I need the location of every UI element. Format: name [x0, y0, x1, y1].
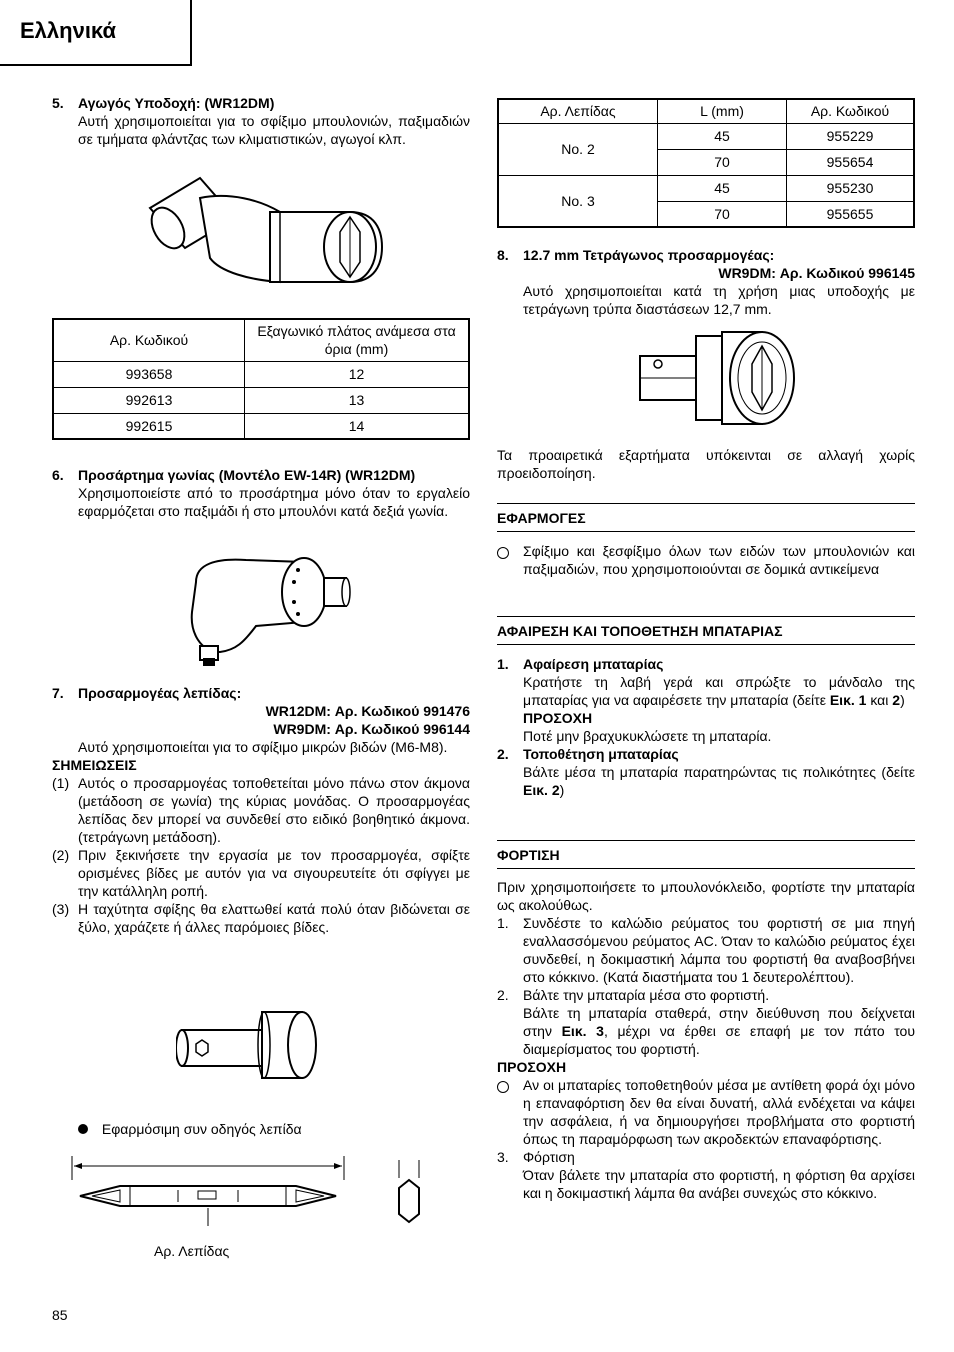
- table-cell: No. 3: [498, 175, 658, 227]
- charging-caution-text: Αν οι μπαταρίες τοποθετηθούν μέσα με αντίθετη φορά όχι μόνο η επαναφόρτιση δεν θα είναι δυνατή, αλλά ενδέχεται να κάψει την ασφάλεια, ή να δημιουργήσει προβλήματα στο φορτιστή όπως τη παραμόρφωση των ακροδεκτών επαναφόρτισης.: [523, 1077, 915, 1147]
- page-number: 85: [52, 1307, 68, 1323]
- table-cell: 955229: [787, 123, 915, 149]
- bit-table-header-code: Αρ. Κωδικού: [787, 99, 915, 123]
- table-cell: 13: [245, 387, 470, 413]
- charging-step-1-text: Συνδέστε το καλώδιο ρεύματος του φορτιστή σε μια πηγή εναλλασσόμενου ρεύματος AC. Όταν το καλώδιο ρεύματος έχει συνδεθεί, η δοκιμαστική λάμπα του φορτιστή θα αναβοσβήνει στο κόκκινο. (Κατά διαστήματα του 1 δευτερολέπτου).: [523, 915, 915, 985]
- table-cell: 14: [245, 413, 470, 439]
- item-7: [52, 684, 470, 936]
- table-cell: 70: [658, 149, 787, 175]
- battery-section: [497, 655, 915, 799]
- battery-caution-label: ΠΡΟΣΟΧΗ: [523, 710, 593, 726]
- item-5-number: 5.: [52, 95, 64, 111]
- item-8: [497, 246, 915, 318]
- note-3: [52, 900, 470, 936]
- item-8-title: 12.7 mm Τετράγωνος προσαρμογέας:: [523, 247, 775, 263]
- item-7-code-1: WR12DM: Αρ. Κωδικού 991476: [265, 703, 470, 719]
- charging-intro: Πριν χρησιμοποιήσετε το μπουλονόκλειδο, φορτίστε την μπαταρία ως ακολούθως.: [497, 879, 915, 913]
- applications-heading: ΕΦΑΡΜΟΓΕΣ: [497, 503, 915, 532]
- language-tab: [0, 0, 192, 66]
- bit-table-header-bit: Αρ. Λεπίδας: [498, 99, 658, 123]
- note-text: Η ταχύτητα σφίξης θα ελαττωθεί κατά πολύ όταν βιδώνεται σε ξύλο, χαράζετε ή άλλες παρόμοιες βίδες.: [78, 901, 470, 935]
- socket-table-header-code: Αρ. Κωδικού: [53, 319, 245, 361]
- table-cell: 955655: [787, 201, 915, 227]
- table-cell: 993658: [53, 361, 245, 387]
- table-cell: 955230: [787, 175, 915, 201]
- language-tab-label: Ελληνικά: [20, 18, 116, 43]
- charging-step-3-title: Φόρτιση: [523, 1149, 575, 1165]
- bit-table: [497, 98, 915, 228]
- bit-bullet-text: Εφαρμόσιμη συν οδηγός λεπίδα: [101, 1121, 302, 1137]
- item-7-title: Προσαρμογέας λεπίδας:: [78, 685, 242, 701]
- applications-text: Σφίξιμο και ξεσφίξιμο όλων των ειδών των μπουλονιών και παξιμαδιών, που χρησιμοποιούνται σε δομικά αντικείμενα: [523, 543, 915, 577]
- bit-table-header-length: L (mm): [658, 99, 787, 123]
- options-note: Τα προαιρετικά εξαρτήματα υπόκεινται σε αλλαγή χωρίς προειδοποίηση.: [497, 447, 915, 481]
- charging-step-3-number: 3.: [497, 1149, 509, 1165]
- note-1: [52, 774, 470, 846]
- socket-illustration: [140, 172, 400, 300]
- battery-step-2-text: Βάλτε μέσα τη μπαταρία παρατηρώντας τις πολικότητες (δείτε Εικ. 2): [523, 764, 915, 798]
- bit-bullet: [78, 1120, 478, 1138]
- socket-table: [52, 318, 470, 440]
- item-5-text: Αυτή χρησιμοποιείται για το σφίξιμο μπουλονιών, παξιμαδιών σε τμήματα φλάντζας των κλιματιστικών, αγωγοί κλπ.: [78, 113, 470, 147]
- item-8-number: 8.: [497, 247, 509, 263]
- note-number: (3): [52, 901, 70, 917]
- charging-step-2-text-1: Βάλτε την μπαταρία μέσα στο φορτιστή.: [523, 987, 770, 1003]
- battery-step-2-number: 2.: [497, 746, 509, 762]
- item-6: [52, 466, 470, 520]
- battery-caution-text: Ποτέ μην βραχυκυκλώσετε τη μπαταρία.: [523, 728, 772, 744]
- bullet-circle-icon: [497, 1081, 509, 1093]
- note-2: [52, 846, 470, 900]
- battery-step-1-text: Κρατήστε τη λαβή γερά και σπρώξτε το μάνδαλο της μπαταρίας για να αφαιρέσετε την μπαταρία (δείτε Εικ. 1 και 2): [523, 674, 915, 708]
- table-cell: 45: [658, 175, 787, 201]
- note-text: Πριν ξεκινήσετε την εργασία με τον προσαρμογέα, σφίξτε ορισμένες βίδες με αυτόν για να σιγουρευτείτε ότι σφίγγει με την κατάλληλη ροπή.: [78, 847, 470, 899]
- applications-item: [497, 542, 915, 578]
- battery-step-1-number: 1.: [497, 656, 509, 672]
- table-cell: 45: [658, 123, 787, 149]
- battery-step-2-title: Τοποθέτηση μπαταρίας: [523, 746, 679, 762]
- battery-step-1-title: Αφαίρεση μπαταρίας: [523, 656, 664, 672]
- angle-attachment-illustration: [186, 552, 356, 672]
- notes-title: ΣΗΜΕΙΩΣΕΙΣ: [52, 757, 137, 773]
- charging-section: [497, 878, 915, 1202]
- square-adapter-illustration: [636, 328, 806, 428]
- note-number: (2): [52, 847, 70, 863]
- item-5: [52, 94, 470, 148]
- charging-caution-label: ΠΡΟΣΟΧΗ: [497, 1059, 567, 1075]
- item-5-title: Αγωγός Υποδοχή: (WR12DM): [78, 95, 275, 111]
- item-6-number: 6.: [52, 467, 64, 483]
- socket-table-header-width: Εξαγωνικό πλάτος ανάμεσα στα όρια (mm): [245, 319, 470, 361]
- table-cell: 12: [245, 361, 470, 387]
- battery-heading: ΑΦΑΙΡΕΣΗ ΚΑΙ ΤΟΠΟΘΕΤΗΣΗ ΜΠΑΤΑΡΙΑΣ: [497, 616, 915, 645]
- driver-bit-illustration: [70, 1156, 450, 1232]
- item-7-number: 7.: [52, 685, 64, 701]
- table-cell: 992613: [53, 387, 245, 413]
- bit-adapter-illustration: [176, 1004, 326, 1084]
- charging-step-1-number: 1.: [497, 915, 509, 931]
- item-8-text: Αυτό χρησιμοποιείται κατά τη χρήση μιας υποδοχής με τετράγωνη τρύπα διαστάσεων 12,7 mm.: [523, 283, 915, 317]
- table-cell: 70: [658, 201, 787, 227]
- table-cell: 992615: [53, 413, 245, 439]
- bullet-dot-icon: [78, 1124, 88, 1134]
- table-cell: 955654: [787, 149, 915, 175]
- note-number: (1): [52, 775, 70, 791]
- item-6-title: Προσάρτημα γωνίας (Μοντέλο EW-14R) (WR12DM): [78, 467, 416, 483]
- bullet-circle-icon: [497, 547, 509, 559]
- item-7-code-2: WR9DM: Αρ. Κωδικού 996144: [273, 721, 470, 737]
- item-7-text: Αυτό χρησιμοποιείται για το σφίξιμο μικρών βιδών (M6-M8).: [78, 739, 448, 755]
- item-6-text: Χρησιμοποιείστε από το προσάρτημα μόνο όταν το εργαλείο εφαρμόζεται στο παξιμάδι ή στο μπουλόνι κατά δεξιά γωνία.: [78, 485, 470, 519]
- bit-caption: Αρ. Λεπίδας: [154, 1243, 230, 1259]
- item-8-code: WR9DM: Αρ. Κωδικού 996145: [718, 265, 915, 281]
- note-text: Αυτός ο προσαρμογέας τοποθετείται μόνο πάνω στον άκμονα (μετάδοση σε γωνία) της κύριας μονάδας. Ο προσαρμογέας λεπίδας δεν μπορεί να συνδεθεί στο ειδικό βοηθητικό άκμονα. (τετράγωνη μετάδοση).: [78, 775, 470, 845]
- charging-step-2-text-2: Βάλτε τη μπαταρία σταθερά, στην διεύθυνση που δείχνεται στην Εικ. 3, μέχρι να έρθει σε επαφή με τον πάτο του διαμερίσματος του φορτιστή.: [523, 1005, 915, 1057]
- charging-step-2-number: 2.: [497, 987, 509, 1003]
- charging-step-3-text: Όταν βάλετε την μπαταρία στο φορτιστή, η φόρτιση θα αρχίσει και η δοκιμαστική λάμπα θα ανάβει συνεχώς στο κόκκινο.: [523, 1167, 915, 1201]
- charging-heading: ΦΟΡΤΙΣΗ: [497, 840, 915, 869]
- table-cell: No. 2: [498, 123, 658, 175]
